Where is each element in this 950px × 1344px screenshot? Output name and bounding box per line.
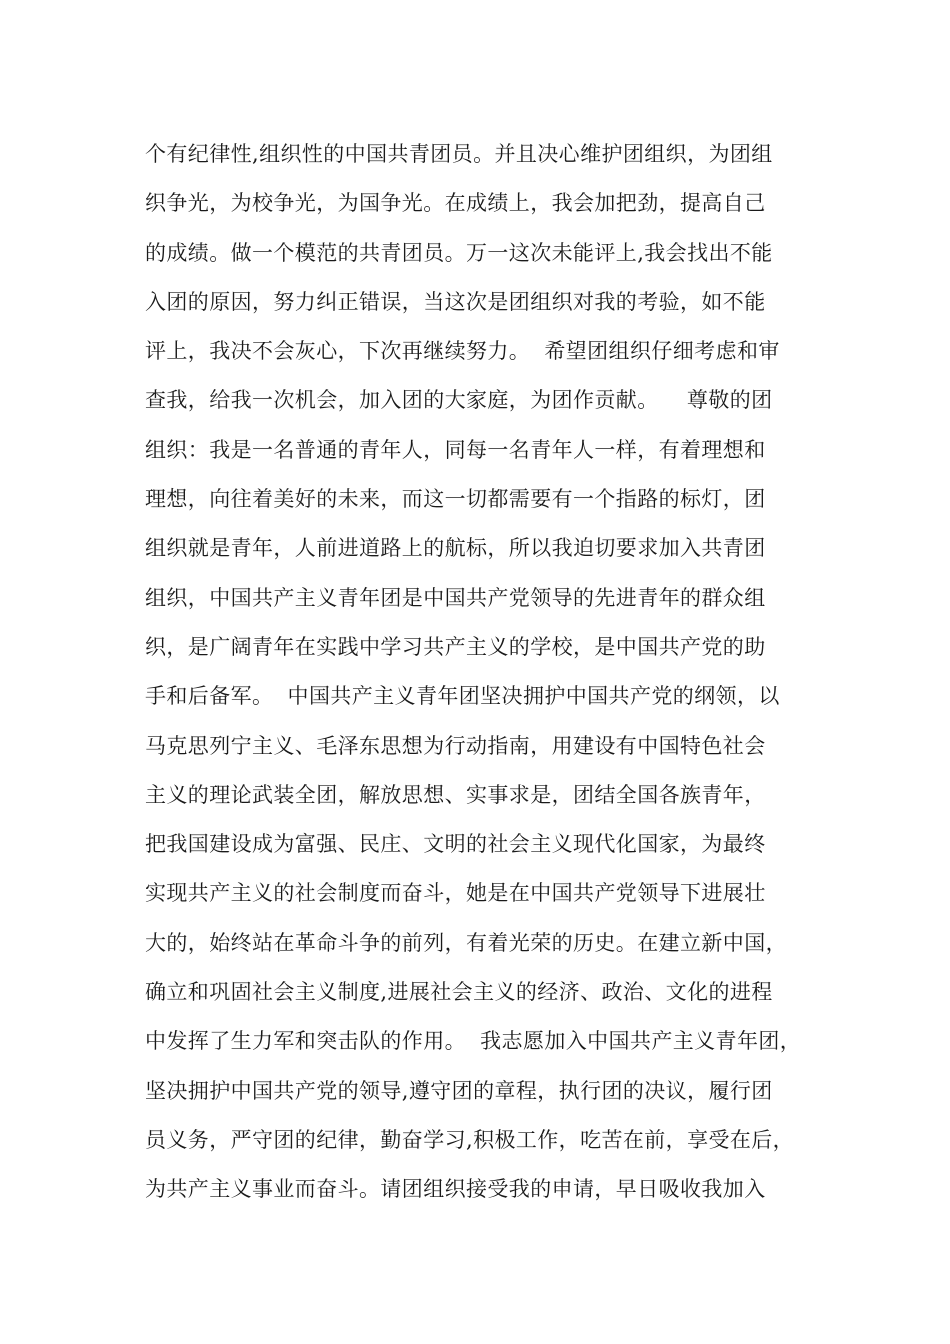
text-line: 实现共产主义的社会制度而奋斗，她是在中国共产党领导下进展壮: [145, 881, 766, 906]
text-line: 为共产主义事业而奋斗。请团组织接受我的申请，早日吸收我加入: [145, 1177, 766, 1202]
text-line: 坚决拥护中国共产党的领导,遵守团的章程，执行团的决议，履行团: [145, 1078, 773, 1103]
text-line: 评上，我决不会灰心，下次再继续努力。 希望团组织仔细考虑和审: [145, 339, 780, 364]
text-line: 组织，中国共产主义青年团是中国共产党领导的先进青年的群众组: [145, 585, 766, 610]
text-line: 组织就是青年，人前进道路上的航标，所以我迫切要求加入共青团: [145, 536, 766, 561]
text-line: 手和后备军。 中国共产主义青年团坚决拥护中国共产党的纲领，以: [145, 684, 780, 709]
text-line: 个有纪律性,组织性的中国共青团员。并且决心维护团组织，为团组: [145, 142, 773, 166]
text-line: 的成绩。做一个模范的共青团员。万一这次未能评上,我会找出不能: [145, 240, 773, 265]
text-line: 马克思列宁主义、毛泽东思想为行动指南，用建设有中国特色社会: [145, 733, 766, 758]
text-line: 主义的理论武装全团，解放思想、实事求是，团结全国各族青年，: [145, 782, 766, 807]
document-body: [145, 130, 835, 1215]
text-line: 织争光，为校争光，为国争光。在成绩上，我会加把劲，提高自己: [145, 191, 766, 216]
text-line: 大的，始终站在革命斗争的前列，有着光荣的历史。在建立新中国，: [145, 930, 787, 955]
text-line: 入团的原因，努力纠正错误，当这次是团组织对我的考验，如不能: [145, 289, 766, 314]
text-line: 查我，给我一次机会，加入团的大家庭，为团作贡献。 尊敬的团: [145, 388, 773, 413]
text-line: 中发挥了生力军和突击队的作用。 我志愿加入中国共产主义青年团，: [145, 1029, 802, 1054]
text-line: 把我国建设成为富强、民庄、文明的社会主义现代化国家，为最终: [145, 832, 766, 857]
text-line: 织，是广阔青年在实践中学习共产主义的学校，是中国共产党的助: [145, 634, 766, 659]
text-line: 理想，向往着美好的未来，而这一切都需要有一个指路的标灯，团: [145, 487, 766, 512]
text-line: 确立和巩固社会主义制度,进展社会主义的经济、政治、文化的进程: [145, 980, 773, 1005]
text-line: 员义务，严守团的纪律，勤奋学习,积极工作，吃苦在前，享受在后，: [145, 1127, 795, 1152]
text-line: 组织：我是一名普通的青年人，同每一名青年人一样，有着理想和: [145, 437, 766, 462]
